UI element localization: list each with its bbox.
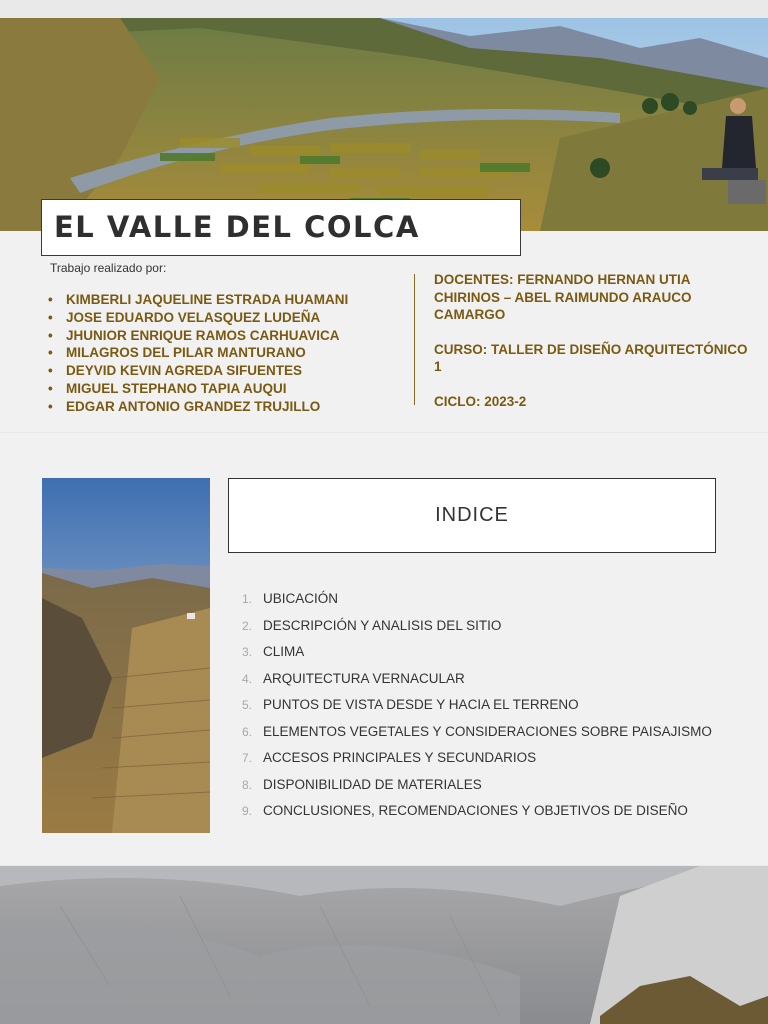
author-item: • DEYVID KEVIN AGREDA SIFUENTES <box>48 363 303 379</box>
page-title: EL VALLE DEL COLCA <box>54 210 420 244</box>
author-item: • EDGAR ANTONIO GRANDEZ TRUJILLO <box>48 398 321 414</box>
author-item: • JHUNIOR ENRIQUE RAMOS CARHUAVICA <box>48 327 340 343</box>
course-info <box>434 271 754 427</box>
authors-intro: Trabajo realizado por: <box>50 261 167 275</box>
toc-item: 9. CONCLUSIONES, RECOMENDACIONES Y OBJETIVOS DE DISEÑO <box>242 803 688 818</box>
canyon-photo <box>42 478 210 833</box>
toc-item: 6. ELEMENTOS VEGETALES Y CONSIDERACIONES SOBRE PAISAJISMO <box>242 723 712 739</box>
toc-item: 3. CLIMA <box>242 644 305 659</box>
index-title: INDICE <box>435 504 509 526</box>
author-item: • MIGUEL STEPHANO TAPIA AUQUI <box>48 380 287 396</box>
cover-slide <box>0 18 768 432</box>
toc-item: 4. ARQUITECTURA VERNACULAR <box>242 670 465 686</box>
vertical-divider <box>414 274 415 405</box>
author-item: • MILAGROS DEL PILAR MANTURANO <box>48 345 306 361</box>
canyon-walls-photo <box>0 866 768 1024</box>
toc-item: 8. DISPONIBILIDAD DE MATERIALES <box>242 776 482 792</box>
toc-item: 1. UBICACIÓN <box>242 591 339 606</box>
author-item: • JOSE EDUARDO VELASQUEZ LUDEÑA <box>48 309 321 325</box>
index-title-box <box>228 478 716 553</box>
title-box <box>41 199 521 256</box>
toc-item: 5. PUNTOS DE VISTA DESDE Y HACIA EL TERRENO <box>242 697 579 712</box>
index-slide <box>0 433 768 865</box>
toc-item: 7. ACCESOS PRINCIPALES Y SECUNDARIOS <box>242 750 537 765</box>
table-of-contents <box>242 586 712 825</box>
ciclo-text: CICLO: 2023-2 <box>434 393 527 409</box>
docentes-text: DOCENTES: FERNANDO HERNAN UTIA CHIRINOS – ABEL RAIMUNDO ARAUCO CAMARGO <box>434 272 692 322</box>
canyon-slide <box>0 866 768 1024</box>
authors-list <box>48 291 348 416</box>
curso-text: CURSO: TALLER DE DISEÑO ARQUITECTÓNICO 1 <box>434 341 748 374</box>
author-item: • KIMBERLI JAQUELINE ESTRADA HUAMANI <box>48 292 349 307</box>
toc-item: 2. DESCRIPCIÓN Y ANALISIS DEL SITIO <box>242 617 502 633</box>
